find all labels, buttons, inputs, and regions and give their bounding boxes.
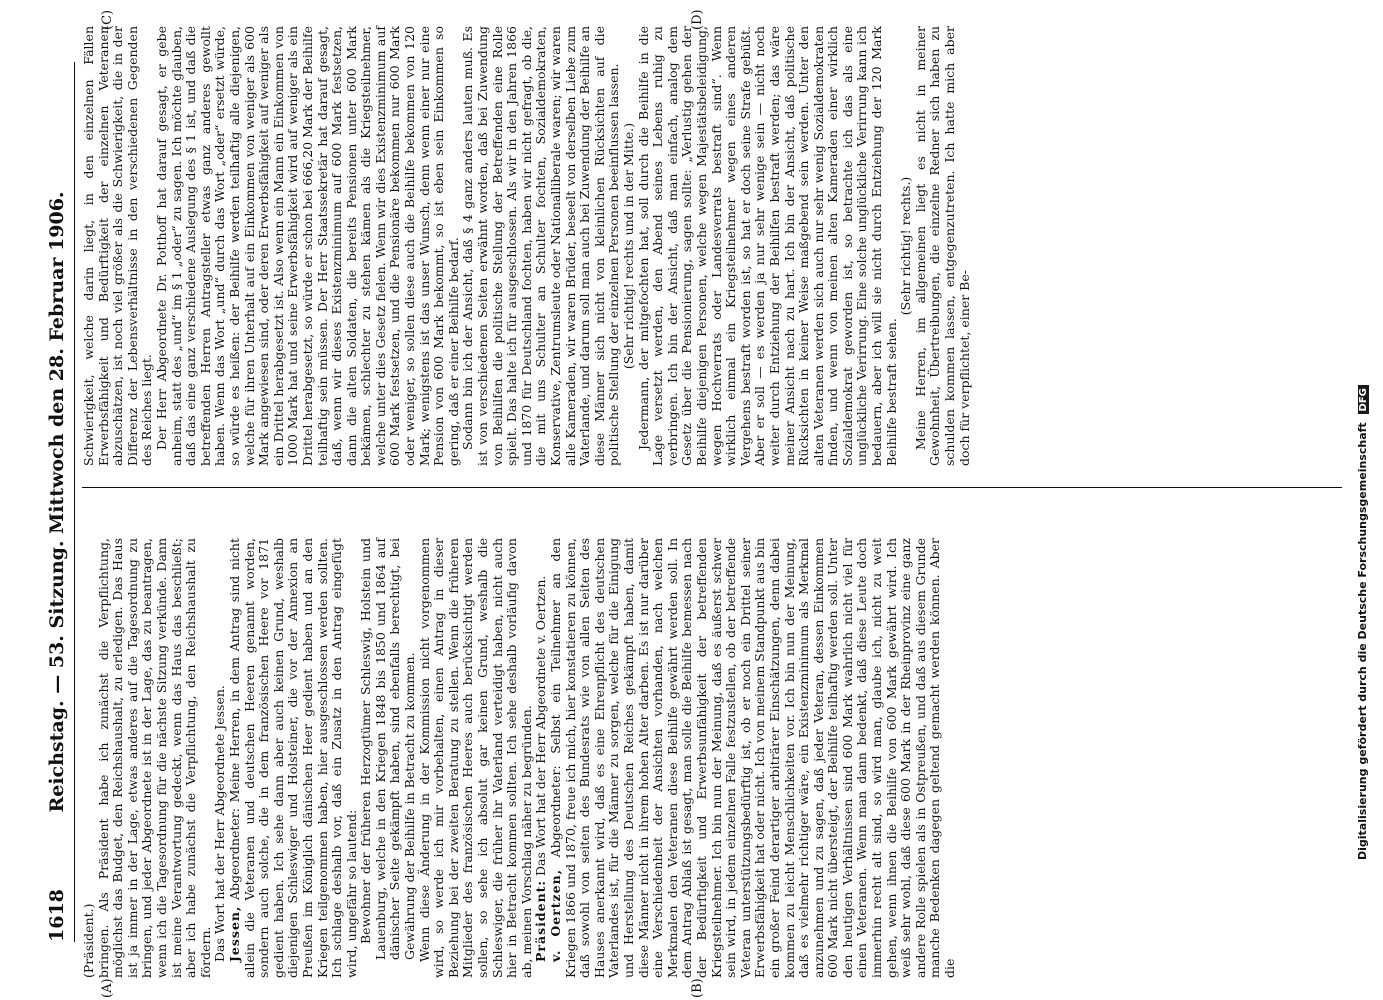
speech-text: Abgeordneter: Meine Herren, in dem Antrag sind nicht allein die Veteranen und deutschen Heeren genannt worden, sondern auch solche, die in dem französischen Heere vor 1871 gedient haben. Ich sehe dann aber auch keinen Grund, weshalb diejenigen Schleswiger und Holsteiner, die vor der Annexion an Preußen im Königlich dänischen Heer gedient haben und an den Kriegen teilgenommen haben, hier ausgeschlossen werden sollten. Ich schlage deshalb vor, daß ein Zusatz in den Antrag eingefügt wird, ungefähr so lautend:: [226, 538, 359, 978]
margin-marker-b: (B): [690, 978, 705, 998]
paragraph: Sodann bin ich der Ansicht, daß § 4 ganz anders lauten muß. Es ist von verschiedenen Seiten erwähnt worden, daß bei Zuwendung von Beihilfen die politische Stellung der Betreffenden eine Rolle spielt. Das halte ich für ausgeschlossen. Als wir in den Jahren 1866 und 1870 für Deutschland fochten, haben wir nicht gefragt, ob die, die mit uns Schulter an Schulter fochten, Sozialdemokraten, Konservative, Zentrumsleute oder Nationalliberale waren; wir waren alle Kameraden, wir waren Brüder, beseelt von derselben Liebe zum Vaterlande, und darum soll man auch bei Zuwendung der Beihilfe an diese Männer sich nicht von kleinlichen Rücksichten auf die politische Stellung der einzelnen Personen beeinflussen lassen.: [460, 26, 622, 466]
speech-text: Das Wort hat der Herr Abgeordnete v. Oertzen.: [533, 575, 549, 876]
margin-marker-d: (D): [690, 9, 705, 30]
right-column: [82, 26, 972, 466]
running-title: Reichstag. — 53. Sitzung. Mittwoch den 28. Februar 1906.: [46, 191, 68, 813]
page-header: [40, 62, 75, 942]
paragraph: Schwierigkeit, welche darin liegt, in den einzelnen Fällen Erwerbsfähigkeit und Bedürftigkeit der einzelnen Veteranen abzuschätzen, ist noch viel größer als die Schwierigkeit, die in der Differenz der Lebensverhältnisse in den verschiedenen Gegenden des Reiches liegt.: [81, 26, 155, 466]
paragraph: [228, 538, 359, 978]
president-label: Präsident:: [533, 879, 549, 962]
speaker-name: Jessen,: [226, 905, 242, 962]
paragraph: Meine Herren, im allgemeinen liegt es nicht in meiner Gewohnheit, Übertreibungen, die einzelne Redner sich haben zu schulden kommen lassen, entgegenzutreten. Ich hatte mich aber doch für verpflichtet, einer Be-: [912, 26, 972, 466]
paragraph: Bewohner der früheren Herzogtümer Schleswig, Holstein und Lauenburg, welche in den Kriegen 1848 bis 1850 und 1864 auf dänischer Seite gekämpft haben, sind ebenfalls berechtigt, bei Gewährung der Beihilfe in Betracht zu kommen.: [358, 538, 418, 960]
left-column: [82, 538, 958, 978]
interjection: (Sehr richtig! rechts.): [898, 176, 914, 316]
paragraph: Wenn diese Änderung in der Kommission nicht vorgenommen wird, so werde ich mir vorbehalten, einen Antrag in dieser Beziehung bei der zweiten Beratung zu stellen. Wenn die früheren Mitglieder des französischen Heeres auch berücksichtigt werden sollen, so sehe ich absolut gar keinen Grund, weshalb die Schleswiger, die früher ihr Vaterland verteidigt haben, nicht auch hier in Betracht kommen sollten. Ich sehe deshalb vorläufig davon ab, meinen Vorschlag näher zu begründen.: [416, 538, 534, 978]
speech-text: Abgeordneter: Selbst ein Teilnehmer an den Kriegen 1866 und 1870, freue ich mich, hier konstatieren zu können, daß sowohl von seiten des Bundesrats wie von allen Seiten des Hauses anerkannt wird, daß es eine Ehrenpflicht des deutschen Vaterlandes ist, für die Männer zu sorgen, welche für die Einigung und Herstellung des Deutschen Reiches gekämpft haben, damit diese Männer nicht in ihrem hohen Alter darben. Es ist nur darüber eine Verschiedenheit der Ansichten vorhanden, nach welchen Merkmalen den Veteranen diese Beihilfe gewährt werden soll. In dem Antrag Ablaß ist gesagt, man solle die Beihilfe bemessen nach der Bedürftigkeit und Erwerbsunfähigkeit der betreffenden Kriegsteilnehmer. Ich bin nun der Meinung, daß es äußerst schwer sein wird, in jedem einzelnen Falle festzustellen, ob der betreffende Veteran unterstützungsbedürftig ist, ob er noch ein Drittel seiner Erwerbsfähigkeit hat oder nicht. Ich von meinem Standpunkt aus bin ein großer Feind derartiger arbiträrer Einschätzungen, denn dabei kommen zu leicht Menschlichkeiten vor. Ich bin nun der Meinung, daß es vielmehr richtiger wäre, ein Existenzminimum als Merkmal anzunehmen und zu sagen, daß jeder Veteran, dessen Einkommen 600 Mark nicht übersteigt, der Beihilfe teilhaftig werden soll. Unter den heutigen Verhältnissen sind 600 Mark wahrlich nicht viel für einen Veteranen. Wenn man dann bedenkt, daß diese Leute doch immerhin recht alt sind, so wird man, glaube ich, nicht zu weit gehen, wenn ihnen die Beihilfe von 600 Mark gewährt wird. Ich weiß sehr wohl, daß diese 600 Mark in der Rheinprovinz eine ganz andere Rolle spielen als in Ostpreußen, und daß aus diesem Grunde manche Bedenken dagegen geltend gemacht werden können. Aber die: [548, 538, 958, 978]
interjection: (Sehr richtig! rechts und in der Mitte.): [620, 122, 636, 370]
margin-marker-a: (A): [100, 978, 115, 998]
paragraph: Das Wort hat der Herr Abgeordnete Jessen.: [212, 685, 228, 962]
page-number: 1618: [46, 889, 68, 942]
paragraph: Jedermann, der mitgefochten hat, soll durch die Beihilfe in die Lage versetzt werden, den Abend seines Lebens ruhig zu verbringen. Ich bin der Ansicht, daß man einfach, analog dem Gesetz über die Pensionierung, sagen sollte: „Verlustig gehen der Beihilfe diejenigen Personen, welche wegen Majestätsbeleidigung, wegen Hochverrats oder Landesverrats bestraft sind“. Wenn wirklich einmal ein Kriegsteilnehmer wegen eines anderen Vergehens bestraft worden ist, so hat er doch seine Strafe gebüßt. Aber er soll — es werden ja nur sehr wenige sein — nicht noch weiter durch Entziehung der Beihilfen bestraft werden; das wäre meiner Ansicht nach zu hart. Ich bin der Ansicht, daß politische Rücksichten in keiner Weise maßgebend sein werden. Unter den alten Veteranen werden sich auch nur sehr wenig Sozialdemokraten finden, und wenn von meinen alten Kameraden einer wirklich Sozialdemokrat geworden ist, so betrachte ich das als eine unglückliche Verirrung. Eine solche unglückliche Verirrung kann ich bedauern, aber ich will sie nicht durch Entziehung der 120 Mark Beihilfe bestraft sehen.: [635, 26, 899, 466]
paragraph: bringen. Als Präsident habe ich zunächst die Verpflichtung, möglichst das Budget, den Reichshaushalt, zu erledigen. Das Haus ist ja immer in der Lage, etwas anderes auf die Tagesordnung zu bringen, und jeder Abgeordnete ist in der Lage, das zu beantragen, wenn ich die Tagesordnung für die nächste Sitzung verkünde. Dann ist meine Verantwortung gedeckt, wenn das Haus das beschließt; aber ich habe zunächst die Verpflichtung, den Reichshaushalt zu fördern.: [95, 538, 213, 978]
paragraph: Der Herr Abgeordnete Dr. Potthoff hat darauf gesagt, er gebe anheim, statt des „und“ im § 1 „oder“ zu sagen. Ich möchte glauben, daß das eine ganz verschiedene Auslegung des § 1 ist, und daß die betreffenden Herren Antragsteller etwas ganz anderes gewollt haben. Wenn das Wort „und“ durch das Wort „oder“ ersetzt würde, so würde es heißen: der Beihilfe werden teilhaftig alle diejenigen, welche für ihren Unterhalt auf ein Einkommen von weniger als 600 Mark angewiesen sind, oder deren Erwerbsfähigkeit auf weniger als ein Drittel herabgesetzt ist. Also wenn ein Mann ein Einkommen von 1000 Mark hat und seine Erwerbsfähigkeit wird auf weniger als ein Drittel herabgesetzt, so würde er schon bei 666,20 Mark der Beihilfe teilhaftig sein müssen. Der Herr Staatssekretär hat darauf gesagt, daß, wenn wir dieses Existenzminimum auf 600 Mark festsetzen, dann die alten Soldaten, die bereits Pensionen unter 600 Mark bekämen, schlechter zu stehen kämen als die Kriegsteilnehmer, welche unter dies Gesetz fielen. Wenn wir dies Existenzminimum auf 600 Mark festsetzen, und die Pensionäre bekommen nur 600 Mark oder weniger, so sollen diese auch die Beihilfe bekommen von 120 Mark; wenigstens ist das unser Wunsch, denn wenn einer nur eine Pension von 600 Mark bekommt, so ist eben sein Einkommen so gering, daß er einer Beihilfe bedarf.: [153, 26, 461, 466]
column-divider: [82, 487, 1342, 488]
margin-marker-c: (C): [100, 9, 115, 30]
paragraph: [534, 538, 549, 978]
speaker-tag: (Präsident.): [81, 903, 96, 978]
digitization-text: Digitalisierung gefördert durch die Deutsche Forschungsgemeinschaft: [1356, 422, 1369, 860]
paragraph: [549, 538, 958, 978]
digitization-notice: [1356, 385, 1369, 860]
dfg-logo: DFG: [1358, 385, 1369, 414]
speaker-name: v. Oertzen,: [548, 868, 563, 962]
